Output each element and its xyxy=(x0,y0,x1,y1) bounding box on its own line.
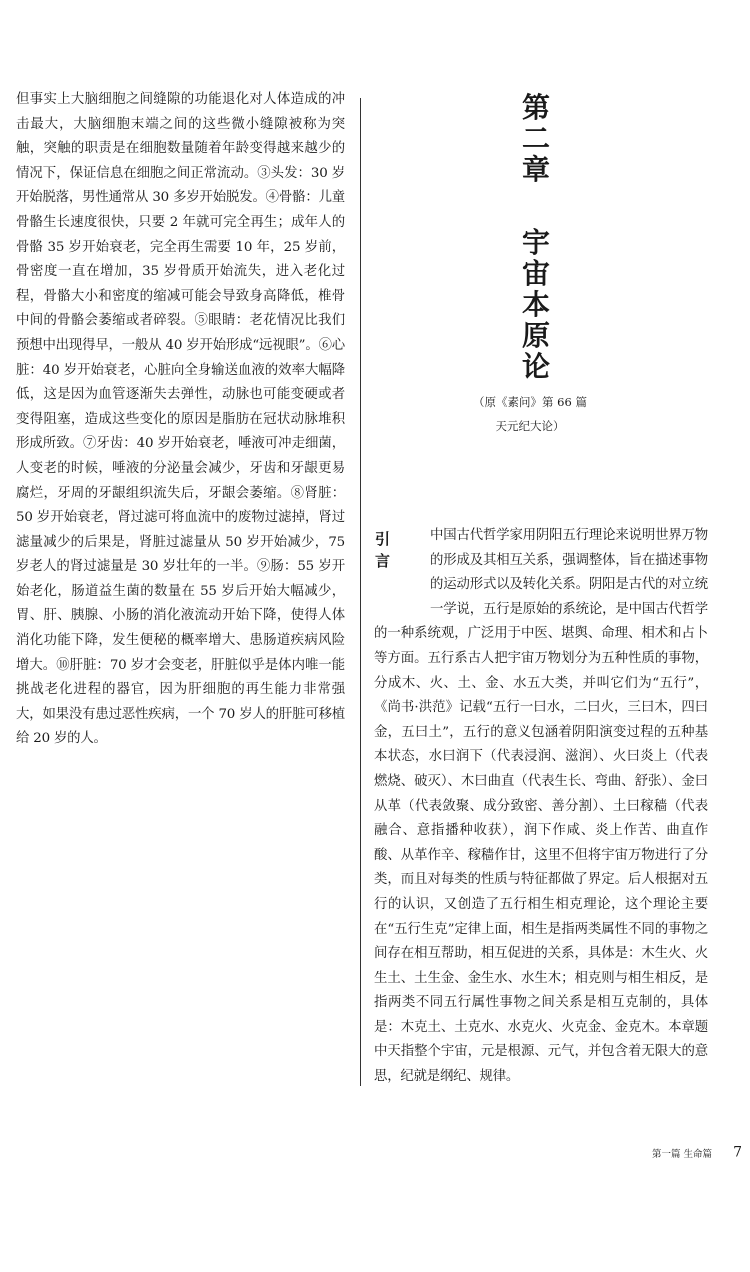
page-number: 7 xyxy=(733,1144,742,1161)
intro-text: 中国古代哲学家用阴阳五行理论来说明世界万物的形成及其相互关系，强调整体，旨在描述事物的运动形式以及转化关系。阴阳是古代的对立统一学说，五行是原始的系统论，是中国古代哲学的一种系统观，广泛用于中医、堪舆、命理、相术和占卜等方面。五行系古人把宇宙万物划分为五种性质的事物，分成木、火、土、金、水五大类，并叫它们为“五行”，《尚书·洪范》记载“五行一曰水，二曰火，三曰木，四曰金，五曰土”，五行的意义包涵着阴阳演变过程的五种基本状态，水曰润下（代表浸润、滋润）、火曰炎上（代表燃烧、破灭）、木曰曲直（代表生长、弯曲、舒张）、金曰从革（代表敛聚、成分致密、善分割）、土曰稼穑（代表融合、意指播种收获），润下作咸、炎上作苦、曲直作酸、从革作辛、稼穑作甘，这里不但将宇宙万物进行了分类，而且对每类的性质与特征都做了界定。后人根据对五行的认识，又创造了五行相生相克理论，这个理论主要在“五行生克”定律上面，相生是指两类属性不同的事物之间存在相互帮助，相互促进的关系，具体是：木生火、火生土、土生金、金生水、水生木；相克则与相生相反，是指两类不同五行属性事物之间关系是相互克制的，具体是：木克土、土克水、水克火、火克金、金克木。本章题中天指整个宇宙，元是根源、元气，并包含着无限大的意思，纪就是纲纪、规律。 xyxy=(374,528,708,1085)
chapter-number-char: 章 xyxy=(521,153,550,186)
chapter-name-char: 宇 xyxy=(521,226,550,259)
chapter-name-char: 原 xyxy=(521,319,550,352)
left-column-text: 但事实上大脑细胞之间缝隙的功能退化对人体造成的冲击最大，大脑细胞末端之间的这些微小缝隙被称为突触，突触的职责是在细胞数量随着年龄变得越来越少的情况下，保证信息在细胞之间正常流动。③头发：30 岁开始脱落，男性通常从 30 多岁开始脱发。④骨骼：儿童骨骼生长速度很快，只要 2 年就可完全再生；成年人的骨骼 35 岁开始衰老，完全再生需要 10 年，25 岁前，骨密度一直在增加，35 岁骨质开始流失，进入老化过程，骨骼大小和密度的缩减可能会导致身高降低，椎骨中间的骨骼会萎缩或者碎裂。⑤眼睛：老花情况比我们预想中出现得早，一般从 40 岁开始形成“远视眼”。⑥心脏：40 岁开始衰老，心脏向全身输送血液的效率大幅降低，这是因为血管逐渐失去弹性，动脉也可能变硬或者变得阻塞，造成这些变化的原因是脂肪在冠状动脉堆积形成所致。⑦牙齿：40 岁开始衰老，唾液可冲走细菌，人变老的时候，唾液的分泌量会减少，牙齿和牙龈更易腐烂，牙周的牙龈组织流失后，牙龈会萎缩。⑧肾脏：50 岁开始衰老，肾过滤可将血流中的废物过滤掉，肾过滤量减少的后果是，肾脏过滤量从 50 岁开始减少，75 岁老人的肾过滤量是 30 岁壮年的一半。⑨肠：55 岁开始老化，肠道益生菌的数量在 55 岁后开始大幅减少，胃、肝、胰腺、小肠的消化液流动开始下降，使得人体消化功能下降，发生便秘的概率增大、患肠道疾病风险增大。⑩肝脏：70 岁才会变老，肝脏似乎是体内唯一能挑战老化进程的器官，因为肝细胞的再生能力非常强大，如果没有患过恶性疾病，一个 70 岁人的肝脏可移植给 20 岁的人。 xyxy=(16,92,345,747)
page-footer xyxy=(652,1142,742,1161)
source-line: （原《素问》第 66 篇 xyxy=(473,395,587,409)
footer-section-title: 第一篇 生命篇 xyxy=(651,1148,712,1160)
intro-label-spacer xyxy=(374,524,430,604)
intro-body xyxy=(374,524,708,1090)
chapter-number-char: 第 xyxy=(521,91,550,124)
intro-label-char: 言 xyxy=(375,552,391,570)
intro-label-char: 引 xyxy=(375,530,391,548)
column-divider xyxy=(360,98,361,1086)
chapter-number xyxy=(516,92,556,185)
chapter-name-char: 论 xyxy=(521,350,550,383)
chapter-number-char: 二 xyxy=(521,122,550,155)
chapter-source xyxy=(440,390,620,438)
chapter-name xyxy=(516,227,556,382)
chapter-name-char: 宙 xyxy=(521,257,550,290)
chapter-name-char: 本 xyxy=(521,288,550,321)
source-line: 天元纪大论） xyxy=(495,419,565,433)
